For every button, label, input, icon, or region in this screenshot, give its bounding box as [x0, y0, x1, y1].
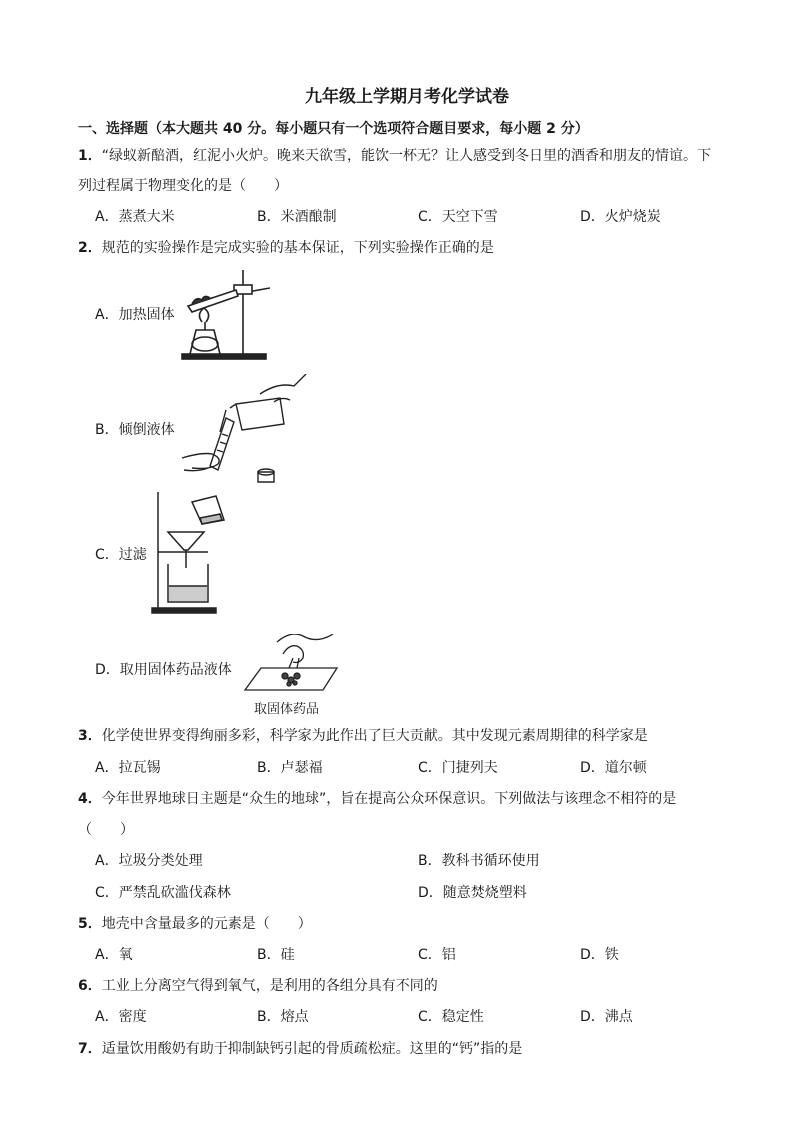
- question-2-line1: [78, 239, 494, 257]
- question-1-line1: [78, 147, 711, 165]
- question-4-line2: （ ）: [78, 822, 134, 838]
- option-c[interactable]: C．天空下雪: [418, 209, 498, 225]
- filtration-figure: [150, 490, 240, 614]
- question-number: 3．: [78, 728, 102, 744]
- question-text: “绿蚁新醅酒，红泥小火炉。晚来天欲雪，能饮一杯无？让人感受到冬日里的酒香和朋友的情谊。下: [101, 148, 712, 164]
- option-a[interactable]: A．加热固体: [95, 307, 175, 323]
- option-d[interactable]: D．铁: [580, 947, 619, 963]
- option-b[interactable]: B．倾倒液体: [95, 422, 175, 438]
- figure-caption: 取固体药品: [254, 702, 320, 717]
- question-number: 5．: [78, 916, 102, 932]
- option-a[interactable]: A．拉瓦锡: [95, 760, 161, 776]
- question-text: 适量饮用酸奶有助于抑制缺钙引起的骨质疏松症。这里的“钙”指的是: [101, 1041, 523, 1057]
- question-6-line1: [78, 977, 438, 995]
- option-b[interactable]: B．卢瑟福: [257, 760, 323, 776]
- question-number: 6．: [78, 978, 102, 994]
- option-b[interactable]: B．教科书循环使用: [418, 853, 540, 869]
- question-text: 工业上分离空气得到氧气，是利用的各组分具有不同的: [101, 978, 438, 994]
- question-number: 4．: [78, 791, 102, 807]
- option-c[interactable]: C．严禁乱砍滥伐森林: [95, 885, 231, 901]
- question-text: 化学使世界变得绚丽多彩，科学家为此作出了巨大贡献。其中发现元素周期律的科学家是: [101, 728, 648, 744]
- option-a[interactable]: A．密度: [95, 1009, 147, 1025]
- question-text: 地壳中含量最多的元素是（ ）: [101, 916, 312, 932]
- question-text: 今年世界地球日主题是“众生的地球”，旨在提高公众环保意识。下列做法与该理念不相符的是: [101, 791, 677, 807]
- pouring-liquid-figure: [178, 374, 310, 488]
- question-text: 规范的实验操作是完成实验的基本保证，下列实验操作正确的是: [101, 240, 494, 256]
- option-c[interactable]: C．稳定性: [418, 1009, 484, 1025]
- option-d[interactable]: D．道尔顿: [580, 760, 647, 776]
- option-a[interactable]: A．蒸煮大米: [95, 209, 175, 225]
- option-a[interactable]: A．氧: [95, 947, 133, 963]
- page-title: 九年级上学期月考化学试卷: [305, 87, 509, 107]
- question-number: 2．: [78, 240, 102, 256]
- option-c[interactable]: C．门捷列夫: [418, 760, 498, 776]
- section-heading: 一、选择题（本大题共 40 分。每小题只有一个选项符合题目要求，每小题 2 分）: [78, 121, 589, 137]
- question-number: 1．: [78, 148, 102, 164]
- question-number: 7．: [78, 1041, 102, 1057]
- option-d[interactable]: D．火炉烧炭: [580, 209, 661, 225]
- option-c[interactable]: C．铝: [418, 947, 456, 963]
- option-a[interactable]: A．垃圾分类处理: [95, 853, 203, 869]
- option-d[interactable]: D．取用固体药品液体: [95, 662, 232, 678]
- question-1-line2: 列过程属于物理变化的是（ ）: [78, 178, 288, 194]
- question-7-line1: [78, 1040, 522, 1058]
- question-3-line1: [78, 727, 648, 745]
- option-d[interactable]: D．随意焚烧塑料: [418, 885, 527, 901]
- heating-solid-figure: [178, 268, 270, 360]
- option-b[interactable]: B．米酒酿制: [257, 209, 337, 225]
- question-5-line1: [78, 915, 312, 933]
- taking-solid-figure: [243, 634, 339, 694]
- option-b[interactable]: B．熔点: [257, 1009, 309, 1025]
- option-c[interactable]: C．过滤: [95, 547, 147, 563]
- option-b[interactable]: B．硅: [257, 947, 295, 963]
- option-d[interactable]: D．沸点: [580, 1009, 633, 1025]
- question-4-line1: [78, 790, 676, 808]
